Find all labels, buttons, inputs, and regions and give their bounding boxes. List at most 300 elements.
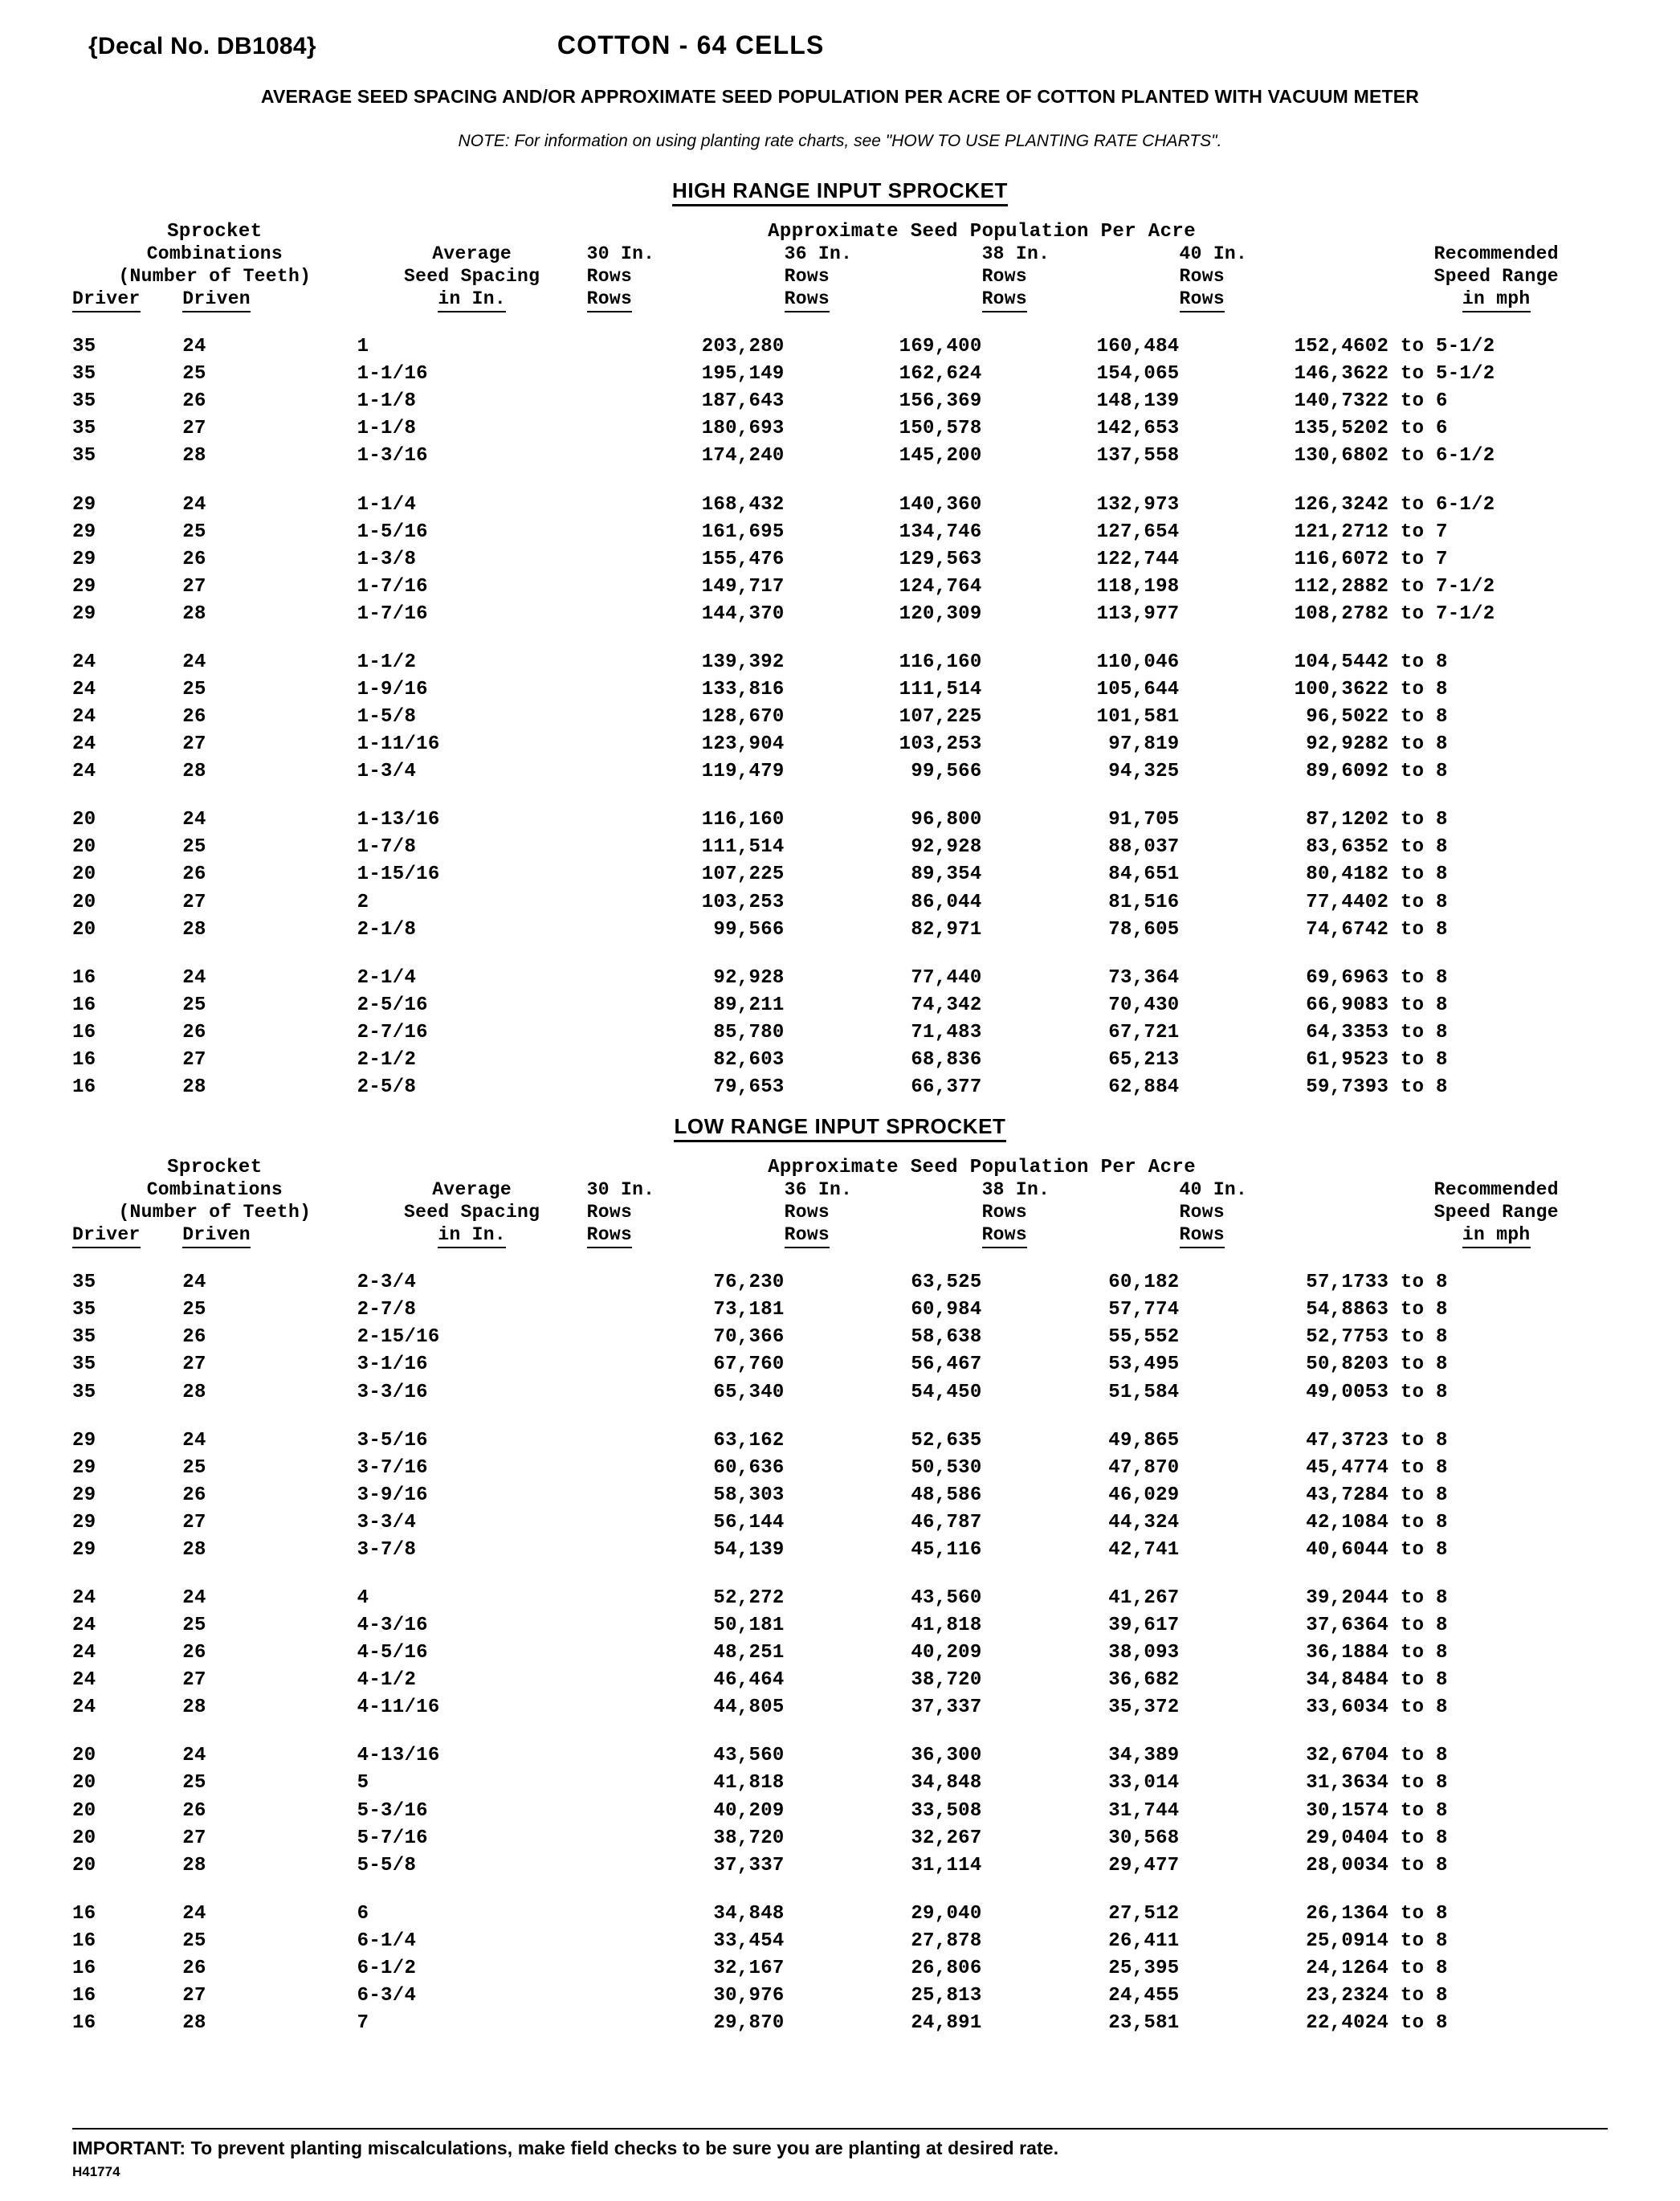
cell-speed: 2 to 5-1/2 — [1376, 363, 1495, 386]
cell-driver: 16 — [72, 1021, 96, 1043]
cell-r36: 29,040 — [911, 1902, 982, 1925]
cell-speed: 2 to 6 — [1376, 390, 1448, 413]
cell-driver: 24 — [72, 1669, 96, 1692]
cell-driven: 24 — [182, 809, 206, 831]
cell-r30: 73,181 — [713, 1299, 785, 1321]
cell-spacing: 2-1/2 — [357, 1048, 417, 1071]
cell-r30: 50,181 — [713, 1615, 785, 1637]
cell-r30: 56,144 — [713, 1511, 785, 1533]
section-heading-low-range — [0, 1114, 1680, 1139]
cell-r36: 129,563 — [899, 548, 982, 570]
cell-spacing: 6-1/2 — [357, 1957, 417, 1979]
cell-spacing: 4-13/16 — [357, 1745, 440, 1767]
cell-r30: 168,432 — [701, 493, 785, 516]
cell-spacing: 3-5/16 — [357, 1429, 428, 1452]
cell-r30: 99,566 — [713, 918, 785, 941]
col-30in-rows: Rows — [586, 266, 633, 288]
cell-driver: 20 — [72, 836, 96, 859]
cell-r30: 85,780 — [713, 1021, 785, 1043]
cell-driven: 26 — [182, 864, 206, 886]
cell-r40: 146,362 — [1294, 363, 1377, 386]
cell-r36: 86,044 — [911, 891, 982, 913]
cell-speed: 3 to 8 — [1376, 1299, 1448, 1321]
cell-speed: 2 to 7-1/2 — [1376, 575, 1495, 598]
cell-r40: 26,136 — [1306, 1902, 1377, 1925]
cell-speed: 3 to 8 — [1376, 1354, 1448, 1376]
cell-r38: 91,705 — [1108, 809, 1180, 831]
table-row — [72, 1351, 1616, 1378]
table-row — [72, 574, 1616, 601]
cell-driver: 24 — [72, 679, 96, 700]
cell-r30: 44,805 — [713, 1697, 785, 1719]
cell-r40: 116,607 — [1294, 548, 1377, 570]
cell-r30: 161,695 — [701, 521, 785, 543]
cell-r30: 119,479 — [701, 761, 785, 783]
table-row — [72, 1585, 1616, 1612]
cell-r30: 34,848 — [713, 1902, 785, 1925]
cell-spacing: 6 — [357, 1902, 369, 1925]
cell-driven: 28 — [182, 1381, 206, 1403]
cell-spacing: 4 — [357, 1587, 369, 1610]
cell-r30: 149,717 — [701, 575, 785, 598]
cell-spacing: 3-3/16 — [357, 1381, 428, 1403]
cell-speed: 4 to 8 — [1376, 1929, 1448, 1952]
cell-driver: 24 — [72, 761, 96, 783]
cell-r36: 54,450 — [911, 1381, 982, 1403]
cell-speed: 4 to 8 — [1376, 1745, 1448, 1767]
cell-r40: 87,120 — [1306, 809, 1377, 831]
cell-r40: 96,502 — [1306, 706, 1377, 729]
cell-r30: 195,149 — [701, 363, 785, 386]
cell-r38: 160,484 — [1096, 336, 1180, 358]
col-38in-underline: Rows — [982, 1223, 1180, 1248]
cell-r30: 128,670 — [701, 706, 785, 729]
col-average: Average — [432, 1179, 512, 1201]
col-driven: Driven — [182, 288, 357, 312]
table-row — [72, 388, 1616, 415]
cell-speed: 4 to 8 — [1376, 1538, 1448, 1561]
cell-r40: 77,440 — [1306, 891, 1377, 913]
cell-r38: 101,581 — [1096, 706, 1180, 729]
cell-r38: 30,568 — [1108, 1827, 1180, 1849]
cell-driver: 16 — [72, 1985, 96, 2007]
cell-driver: 35 — [72, 1326, 96, 1349]
col-recommended: Recommended — [1433, 1179, 1559, 1201]
table-row — [72, 546, 1616, 574]
cell-spacing: 1 — [357, 336, 369, 358]
footer-divider — [72, 2128, 1608, 2130]
table-row — [72, 2010, 1616, 2037]
col-38in-underline: Rows — [982, 288, 1180, 312]
cell-r38: 39,617 — [1108, 1615, 1180, 1637]
important-text: To prevent planting miscalculations, make field checks to be sure you are planting at desired rate. — [190, 2138, 1059, 2158]
cell-r40: 52,775 — [1306, 1326, 1377, 1349]
important-label: IMPORTANT: — [72, 2138, 186, 2158]
cell-spacing: 2-1/8 — [357, 918, 417, 941]
cell-spacing: 3-1/16 — [357, 1354, 428, 1376]
cell-r36: 169,400 — [899, 336, 982, 358]
col-combinations: Combinations — [146, 1179, 283, 1201]
cell-r38: 148,139 — [1096, 390, 1180, 413]
cell-driven: 24 — [182, 1745, 206, 1767]
cell-r38: 35,372 — [1108, 1697, 1180, 1719]
cell-driven: 24 — [182, 1272, 206, 1294]
cell-r36: 48,586 — [911, 1484, 982, 1506]
cell-r30: 155,476 — [701, 548, 785, 570]
cell-driven: 27 — [182, 575, 206, 598]
cell-r38: 94,325 — [1108, 761, 1180, 783]
cell-driven: 27 — [182, 1354, 206, 1376]
cell-driven: 27 — [182, 418, 206, 440]
section-heading-high-range-text: HIGH RANGE INPUT SPROCKET — [672, 178, 1008, 206]
col-speed-range: Speed Range — [1433, 1202, 1559, 1223]
cell-driven: 25 — [182, 836, 206, 859]
cell-r40: 23,232 — [1306, 1985, 1377, 2007]
table-row — [72, 1379, 1616, 1407]
cell-speed: 2 to 7-1/2 — [1376, 602, 1495, 625]
col-36in: 36 In. — [784, 243, 853, 264]
cell-r30: 33,454 — [713, 1929, 785, 1952]
table-high-range — [0, 221, 1680, 1101]
cell-r40: 66,908 — [1306, 994, 1377, 1016]
cell-speed: 4 to 8 — [1376, 1957, 1448, 1979]
table-row — [72, 649, 1616, 676]
cell-r40: 59,739 — [1306, 1076, 1377, 1099]
cell-spacing: 1-7/8 — [357, 836, 417, 859]
cell-driver: 16 — [72, 1957, 96, 1979]
cell-r36: 58,638 — [911, 1326, 982, 1349]
cell-speed: 2 to 6-1/2 — [1376, 445, 1495, 468]
cell-spacing: 1-5/16 — [357, 521, 428, 543]
cell-spacing: 2-7/8 — [357, 1299, 417, 1321]
cell-r40: 135,520 — [1294, 418, 1377, 440]
cell-driven: 25 — [182, 1929, 206, 1952]
cell-r38: 142,653 — [1096, 418, 1180, 440]
cell-r36: 37,337 — [911, 1697, 982, 1719]
cell-driven: 26 — [182, 548, 206, 570]
cell-r40: 64,335 — [1306, 1021, 1377, 1043]
cell-r30: 89,211 — [713, 994, 785, 1016]
cell-r30: 58,303 — [713, 1484, 785, 1506]
cell-driven: 27 — [182, 1827, 206, 1849]
cell-speed: 2 to 6 — [1376, 418, 1448, 440]
col-number-of-teeth: (Number of Teeth) — [118, 266, 312, 288]
cell-r30: 116,160 — [701, 809, 785, 831]
cell-r30: 139,392 — [701, 651, 785, 673]
cell-r36: 103,253 — [899, 733, 982, 756]
table-row — [72, 1901, 1616, 1928]
cell-spacing: 6-3/4 — [357, 1985, 417, 2007]
cell-r38: 24,455 — [1108, 1985, 1180, 2007]
cell-r38: 73,364 — [1108, 966, 1180, 989]
cell-r30: 203,280 — [701, 336, 785, 358]
cell-driven: 24 — [182, 336, 206, 358]
cell-spacing: 1-1/2 — [357, 651, 417, 673]
col-in-mph: in mph — [1376, 288, 1616, 312]
cell-r36: 68,836 — [911, 1048, 982, 1071]
table-row — [72, 443, 1616, 470]
cell-r38: 154,065 — [1096, 363, 1180, 386]
table-row — [72, 333, 1616, 361]
cell-speed: 2 to 8 — [1376, 918, 1448, 941]
cell-r36: 140,360 — [899, 493, 982, 516]
cell-spacing: 5-7/16 — [357, 1827, 428, 1849]
cell-r30: 82,603 — [713, 1048, 785, 1071]
cell-r36: 50,530 — [911, 1456, 982, 1479]
col-recommended: Recommended — [1433, 243, 1559, 264]
cell-driven: 28 — [182, 1854, 206, 1876]
cell-driver: 35 — [72, 1272, 96, 1294]
cell-speed: 3 to 8 — [1376, 994, 1448, 1016]
cell-r36: 96,800 — [911, 809, 982, 831]
col-38in: 38 In. — [981, 1179, 1050, 1201]
cell-spacing: 1-5/8 — [357, 706, 417, 729]
table-row — [72, 1537, 1616, 1564]
cell-r36: 92,928 — [911, 836, 982, 859]
cell-driver: 20 — [72, 918, 96, 941]
cell-r40: 112,288 — [1294, 575, 1377, 598]
cell-driven: 27 — [182, 1669, 206, 1692]
cell-r40: 37,636 — [1306, 1615, 1377, 1637]
cell-r30: 144,370 — [701, 602, 785, 625]
cell-spacing: 3-3/4 — [357, 1511, 417, 1533]
cell-speed: 2 to 8 — [1376, 864, 1448, 886]
cell-driven: 26 — [182, 1326, 206, 1349]
cell-r40: 32,670 — [1306, 1745, 1377, 1767]
table-row — [72, 1612, 1616, 1640]
col-average: Average — [432, 243, 512, 264]
col-40in: 40 In. — [1179, 243, 1248, 264]
cell-speed: 3 to 8 — [1376, 1429, 1448, 1452]
cell-r36: 99,566 — [911, 761, 982, 783]
col-30in: 30 In. — [586, 243, 655, 264]
cell-r38: 122,744 — [1096, 548, 1180, 570]
cell-r36: 74,342 — [911, 994, 982, 1016]
cell-driven: 28 — [182, 761, 206, 783]
cell-driver: 16 — [72, 2012, 96, 2035]
cell-spacing: 1-9/16 — [357, 679, 428, 700]
cell-spacing: 3-7/8 — [357, 1538, 417, 1561]
cell-r36: 82,971 — [911, 918, 982, 941]
cell-speed: 2 to 8 — [1376, 679, 1448, 700]
cell-r36: 71,483 — [911, 1021, 982, 1043]
table-row — [72, 1455, 1616, 1482]
table-group-header-row — [72, 1157, 1616, 1178]
cell-r30: 92,928 — [713, 966, 785, 989]
cell-r38: 25,395 — [1108, 1957, 1180, 1979]
cell-r38: 137,558 — [1096, 445, 1180, 468]
cell-driven: 25 — [182, 1615, 206, 1637]
cell-speed: 2 to 7 — [1376, 548, 1448, 570]
cell-r30: 38,720 — [713, 1827, 785, 1849]
cell-r30: 60,636 — [713, 1456, 785, 1479]
cell-r38: 57,774 — [1108, 1299, 1180, 1321]
cell-driven: 25 — [182, 1772, 206, 1795]
table-header-line-3 — [72, 288, 1616, 312]
cell-r38: 81,516 — [1108, 891, 1180, 913]
group-header-sprocket: Sprocket — [167, 221, 263, 243]
cell-r36: 162,624 — [899, 363, 982, 386]
cell-driver: 24 — [72, 1587, 96, 1610]
cell-speed: 2 to 8 — [1376, 733, 1448, 756]
cell-r38: 97,819 — [1108, 733, 1180, 756]
cell-r36: 60,984 — [911, 1299, 982, 1321]
table-row — [72, 601, 1616, 628]
table-row — [72, 861, 1616, 888]
cell-r36: 41,818 — [911, 1615, 982, 1637]
cell-r38: 132,973 — [1096, 493, 1180, 516]
cell-driven: 25 — [182, 994, 206, 1016]
cell-r30: 133,816 — [701, 679, 785, 700]
table-row — [72, 1983, 1616, 2010]
cell-r38: 127,654 — [1096, 521, 1180, 543]
cell-r36: 77,440 — [911, 966, 982, 989]
cell-r36: 124,764 — [899, 575, 982, 598]
cell-spacing: 4-5/16 — [357, 1642, 428, 1664]
cell-r40: 40,604 — [1306, 1538, 1377, 1561]
col-36in-rows: Rows — [784, 266, 830, 288]
cell-r38: 60,182 — [1108, 1272, 1180, 1294]
cell-r38: 118,198 — [1096, 575, 1180, 598]
cell-driven: 28 — [182, 918, 206, 941]
table-row — [72, 965, 1616, 992]
cell-speed: 4 to 8 — [1376, 1985, 1448, 2007]
cell-r36: 26,806 — [911, 1957, 982, 1979]
table-header-line-2 — [72, 265, 1616, 288]
cell-spacing: 5-3/16 — [357, 1799, 428, 1822]
cell-driver: 29 — [72, 1429, 96, 1452]
cell-driven: 27 — [182, 1511, 206, 1533]
table-row — [72, 1074, 1616, 1101]
cell-r38: 53,495 — [1108, 1354, 1180, 1376]
cell-speed: 2 to 7 — [1376, 521, 1448, 543]
col-40in: 40 In. — [1179, 1179, 1248, 1201]
cell-driven: 27 — [182, 891, 206, 913]
decal-number: {Decal No. DB1084} — [88, 33, 316, 59]
cell-r30: 67,760 — [713, 1354, 785, 1376]
cell-driver: 29 — [72, 1511, 96, 1533]
cell-r36: 63,525 — [911, 1272, 982, 1294]
cell-driven: 24 — [182, 966, 206, 989]
important-note — [72, 2138, 1608, 2159]
col-30in-underline: Rows — [587, 1223, 785, 1248]
table-row — [72, 1019, 1616, 1047]
group-header-sprocket: Sprocket — [167, 1157, 263, 1179]
cell-r40: 140,732 — [1294, 390, 1377, 413]
cell-r38: 113,977 — [1096, 602, 1180, 625]
cell-r36: 116,160 — [899, 651, 982, 673]
cell-r36: 150,578 — [899, 418, 982, 440]
cell-r36: 120,309 — [899, 602, 982, 625]
cell-spacing: 7 — [357, 2012, 369, 2035]
table-row — [72, 676, 1616, 704]
table-row — [72, 1047, 1616, 1074]
cell-r38: 51,584 — [1108, 1381, 1180, 1403]
cell-driven: 28 — [182, 2012, 206, 2035]
cell-driver: 24 — [72, 651, 96, 673]
cell-r40: 30,157 — [1306, 1799, 1377, 1822]
cell-r38: 36,682 — [1108, 1669, 1180, 1692]
cell-speed: 4 to 8 — [1376, 1772, 1448, 1795]
table-row — [72, 1667, 1616, 1694]
cell-r40: 104,544 — [1294, 651, 1377, 673]
cell-r30: 30,976 — [713, 1985, 785, 2007]
col-30in-rows: Rows — [586, 1202, 633, 1223]
cell-r40: 28,003 — [1306, 1854, 1377, 1876]
cell-r30: 54,139 — [713, 1538, 785, 1561]
cell-driven: 25 — [182, 363, 206, 386]
cell-r30: 46,464 — [713, 1669, 785, 1692]
cell-speed: 4 to 8 — [1376, 1799, 1448, 1822]
cell-spacing: 5 — [357, 1772, 369, 1795]
cell-r40: 121,271 — [1294, 521, 1377, 543]
cell-r40: 36,188 — [1306, 1642, 1377, 1664]
col-30in-underline: Rows — [587, 288, 785, 312]
col-seed-spacing: Seed Spacing — [404, 266, 540, 288]
cell-r36: 46,787 — [911, 1511, 982, 1533]
cell-r36: 45,116 — [911, 1538, 982, 1561]
col-36in: 36 In. — [784, 1179, 853, 1201]
cell-r38: 33,014 — [1108, 1772, 1180, 1795]
cell-spacing: 4-11/16 — [357, 1697, 440, 1719]
cell-r30: 103,253 — [701, 891, 785, 913]
col-combinations: Combinations — [146, 243, 283, 264]
cell-driver: 16 — [72, 1048, 96, 1071]
cell-driver: 29 — [72, 575, 96, 598]
cell-speed: 2 to 8 — [1376, 836, 1448, 859]
cell-speed: 2 to 8 — [1376, 809, 1448, 831]
section-heading-high-range — [0, 178, 1680, 203]
cell-r40: 43,728 — [1306, 1484, 1377, 1506]
cell-driver: 29 — [72, 493, 96, 516]
table-row — [72, 361, 1616, 388]
cell-r36: 25,813 — [911, 1985, 982, 2007]
table-row — [72, 1324, 1616, 1351]
cell-r40: 92,928 — [1306, 733, 1377, 756]
cell-driver: 35 — [72, 445, 96, 468]
cell-r36: 145,200 — [899, 445, 982, 468]
cell-r38: 105,644 — [1096, 679, 1180, 700]
cell-spacing: 1-7/16 — [357, 602, 428, 625]
cell-driven: 26 — [182, 706, 206, 729]
table-row — [72, 519, 1616, 546]
cell-driver: 29 — [72, 1484, 96, 1506]
cell-r40: 74,674 — [1306, 918, 1377, 941]
col-in-in: in In. — [357, 288, 587, 312]
cell-speed: 4 to 8 — [1376, 1587, 1448, 1610]
table-row — [72, 415, 1616, 443]
cell-driver: 24 — [72, 1697, 96, 1719]
cell-driver: 16 — [72, 1902, 96, 1925]
cell-driven: 28 — [182, 602, 206, 625]
cell-speed: 4 to 8 — [1376, 1697, 1448, 1719]
cell-r36: 43,560 — [911, 1587, 982, 1610]
table-row — [72, 758, 1616, 786]
cell-r30: 174,240 — [701, 445, 785, 468]
cell-r36: 107,225 — [899, 706, 982, 729]
cell-spacing: 1-11/16 — [357, 733, 440, 756]
cell-r30: 76,230 — [713, 1272, 785, 1294]
section-heading-low-range-text: LOW RANGE INPUT SPROCKET — [674, 1114, 1005, 1142]
cell-driven: 28 — [182, 445, 206, 468]
table-row — [72, 1798, 1616, 1825]
cell-r30: 111,514 — [701, 836, 785, 859]
cell-r36: 66,377 — [911, 1076, 982, 1099]
table-header-line-3 — [72, 1223, 1616, 1248]
cell-driven: 26 — [182, 1021, 206, 1043]
cell-speed: 4 to 8 — [1376, 1902, 1448, 1925]
cell-driver: 20 — [72, 891, 96, 913]
